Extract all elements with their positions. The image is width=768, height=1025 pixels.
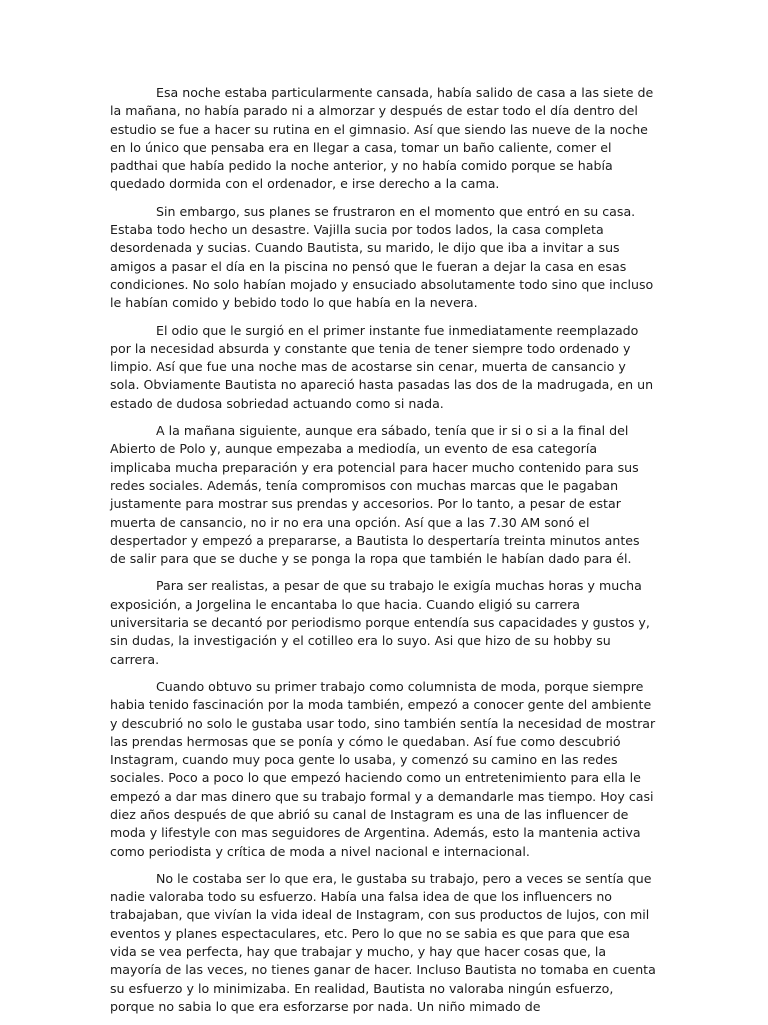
paragraph-3: El odio que le surgió en el primer instante fue inmediatamente reemplazado por la necesidad absurda y constante que tenia de tener siempre todo ordenado y limpio. Así que fue una noche mas de acostarse sin cenar, muerta de cansancio y sola. Obviamente Bautista no apareció hasta pasadas las dos de la madrugada, en un estado de dudosa sobriedad actuando como si nada. bbox=[110, 322, 654, 411]
paragraph-2: Sin embargo, sus planes se frustraron en el momento que entró en su casa. Estaba todo hecho un desastre. Vajilla sucia por todos lados, la casa completa desordenada y sucias. Cuando Bautista, su marido, le dijo que iba a invitar a sus amigos a pasar el día en la piscina no pensó que le fueran a dejar la casa en esas condiciones. No solo habían mojado y ensuciado absolutamente todo sino que incluso le habían comido y bebido todo lo que había en la nevera. bbox=[110, 203, 654, 311]
paragraph-1: Esa noche estaba particularmente cansada, había salido de casa a las siete de la mañana, no había parado ni a almorzar y después de estar todo el día dentro del estudio se fue a hacer su rutina en el gimnasio. Así que siendo las nueve de la noche en lo único que pensaba era en llegar a casa, tomar un baño caliente, comer el padthai que había pedido la noche anterior, y no había comido porque se había quedado dormida con el ordenador, e irse derecho a la cama. bbox=[110, 85, 654, 192]
paragraph-7: No le costaba ser lo que era, le gustaba su trabajo, pero a veces se sentía que nadie valoraba todo su esfuerzo. Había una falsa idea de que los influencers no trabajaban, que vivían la vida ideal de Instagram, con sus productos de lujos, con mil eventos y planes espectaculares, etc. Pero lo que no se sabia es que para que esa vida se vea perfecta, hay que trabajar y mucho, y hay que hacer cosas que, la mayoría de las veces, no tienes ganar de hacer. Incluso Bautista no tomaba en cuenta su esfuerzo y lo minimizaba. En realidad, Bautista no valoraba ningún esfuerzo, porque no sabia lo que era esforzarse por nada. Un niño mimado de bbox=[110, 870, 656, 1014]
paragraph-5: Para ser realistas, a pesar de que su trabajo le exigía muchas horas y mucha exposición, a Jorgelina le encantaba lo que hacia. Cuando eligió su carrera universitaria se decantó por periodismo porque entendía sus capacidades y gustos y, sin dudas, la investigación y el cotilleo era lo suyo. Asi que hizo de su hobby su carrera. bbox=[110, 578, 650, 667]
paragraph-4: A la mañana siguiente, aunque era sábado, tenía que ir si o si a la final del Abierto de Polo y, aunque empezaba a mediodía, un evento de esa categoría implicaba mucha preparación y era potencial para hacer mucho contenido para sus redes sociales. Además, tenía compromisos con muchas marcas que le pagaban justamente para mostrar sus prendas y accesorios. Por lo tanto, a pesar de estar muerta de cansancio, no ir no era una opción. Así que a las 7.30 AM sonó el despertador y empezó a prepararse, a Bautista lo despertaría treinta minutos antes de salir para que se duche y se ponga la ropa que también le habían dado para él. bbox=[110, 423, 640, 567]
paragraph-6: Cuando obtuvo su primer trabajo como columnista de moda, porque siempre habia tenido fascinación por la moda también, empezó a conocer gente del ambiente y descubrió no solo le gustaba usar todo, sino también sentía la necesidad de mostrar las prendas hermosas que se ponía y cómo le quedaban. Así fue como descubrió Instagram, cuando muy poca gente lo usaba, y comenzó su camino en las redes sociales. Poco a poco lo que empezó haciendo como un entretenimiento para ella le empezó a dar mas dinero que su trabajo formal y a demandarle mas tiempo. Hoy casi diez años después de que abrió su canal de Instagram es una de las influencer de moda y lifestyle con mas seguidores de Argentina. Además, esto la mantenia activa como periodista y crítica de moda a nivel nacional e internacional. bbox=[110, 678, 656, 859]
document-page bbox=[110, 84, 658, 1025]
